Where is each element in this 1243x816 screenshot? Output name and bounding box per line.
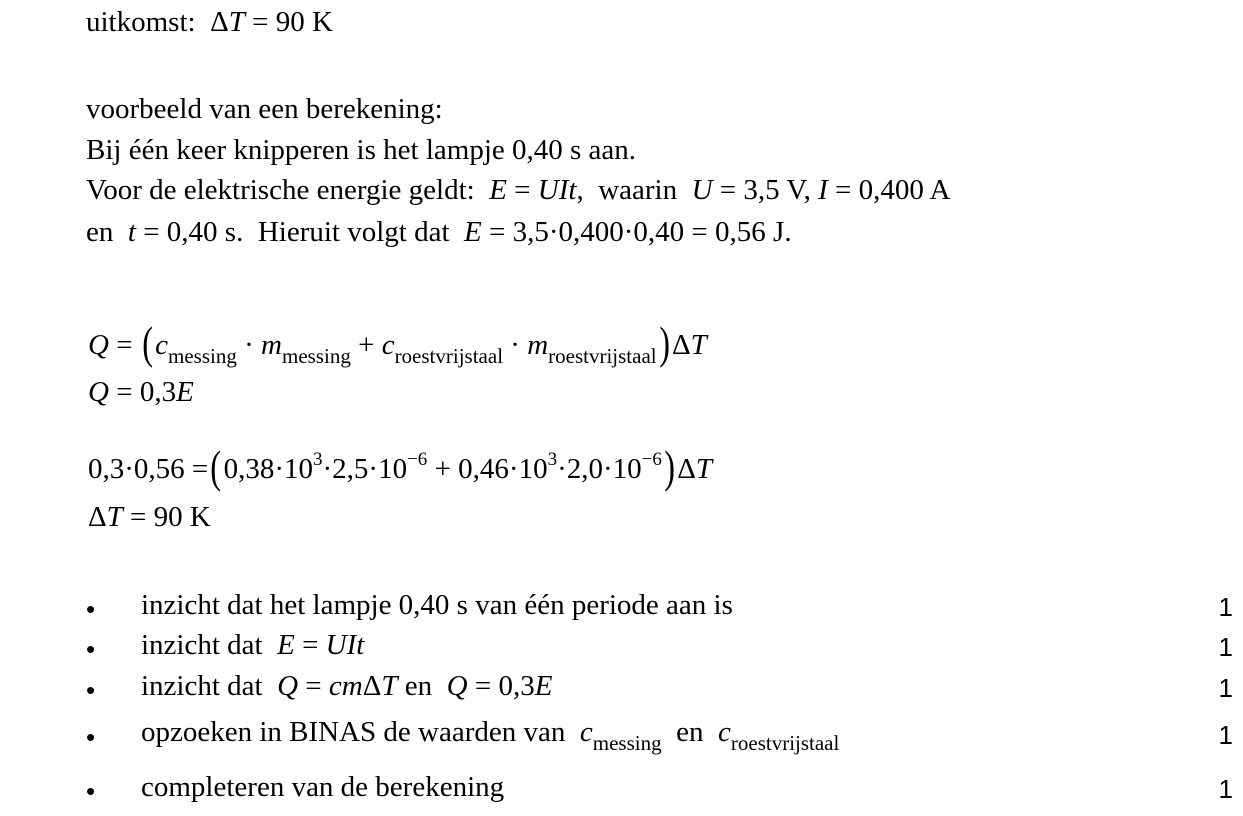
example-line-3: en t = 0,40 s. Hieruit volgt dat E = 3,5·0,400·0,40 = 0,56 J. bbox=[86, 216, 792, 248]
criterion-points: 1 bbox=[1218, 673, 1233, 703]
bullet: • bbox=[86, 722, 96, 752]
bullet: • bbox=[86, 594, 96, 624]
criterion-points: 1 bbox=[1218, 592, 1233, 622]
criterion-text: inzicht dat E = UIt bbox=[141, 629, 365, 661]
example-heading: voorbeeld van een berekening: bbox=[86, 93, 443, 125]
outcome-line: uitkomst: ΔT = 90 K bbox=[86, 6, 333, 38]
criterion-points: 1 bbox=[1218, 720, 1233, 750]
example-line-1: Bij één keer knipperen is het lampje 0,40 s aan. bbox=[86, 134, 637, 166]
criterion-text: opzoeken in BINAS de waarden van $c_{messing}$ en $c_{roestvrijstaal}$ bbox=[141, 716, 840, 755]
criterion-text: inzicht dat het lampje 0,40 s van één periode aan is bbox=[141, 589, 733, 621]
bullet: • bbox=[86, 634, 96, 664]
bullet: • bbox=[86, 776, 96, 806]
bullet: • bbox=[86, 675, 96, 705]
equation-4: ΔT = 90 K bbox=[88, 501, 211, 533]
criterion-text: inzicht dat Q = cmΔT en Q = 0,3E bbox=[141, 670, 553, 702]
criterion-text: completeren van de berekening bbox=[141, 771, 505, 803]
outcome-label: uitkomst: bbox=[86, 6, 196, 38]
equation-3: $0,3\cdot 0,56 =(0,38\cdot 10^3\cdot 2,5\cdot 10^{-6} + 0,46\cdot 10^3\cdot 2,0\cdot 10^{-6})\Delta T$ bbox=[88, 441, 712, 492]
equation-1: $Q = (c_{messing} \cdot m_{messing} + c_{roestvrijstaal} \cdot m_{roestvrijstaal})\Delta T$ bbox=[88, 317, 707, 368]
outcome-value: 90 K bbox=[275, 6, 333, 38]
equation-2: Q = 0,3E bbox=[88, 376, 194, 408]
example-line-2: Voor de elektrische energie geldt: E = UIt, waarin U = 3,5 V, I = 0,400 A bbox=[86, 174, 951, 206]
criterion-points: 1 bbox=[1218, 632, 1233, 662]
criterion-points: 1 bbox=[1218, 774, 1233, 804]
